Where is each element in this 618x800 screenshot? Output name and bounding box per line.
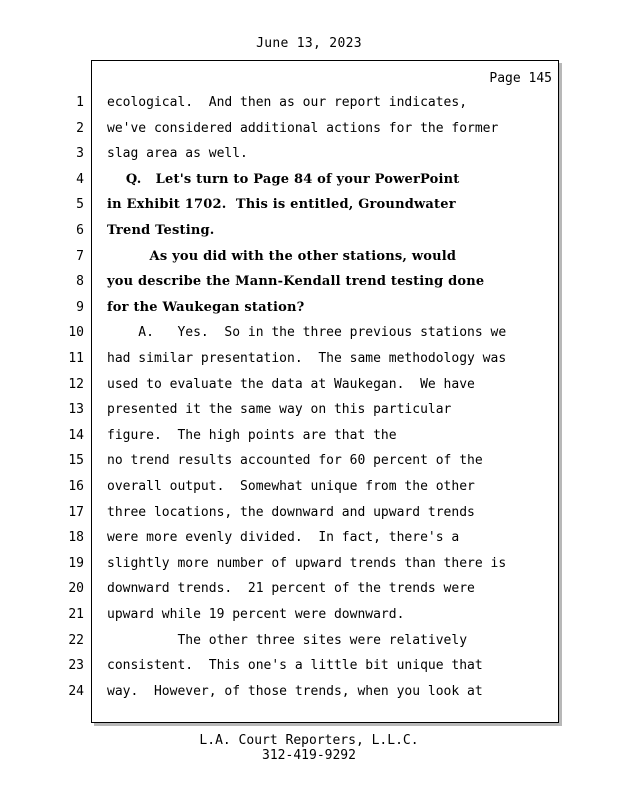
transcript-line: for the Waukegan station? <box>107 300 305 315</box>
transcript-line: ecological. And then as our report indicates, <box>107 95 468 110</box>
line-number: 11 <box>68 351 84 366</box>
footer <box>0 733 618 763</box>
transcript-line: Q. Let's turn to Page 84 of your PowerPoint <box>107 172 460 187</box>
line-number: 5 <box>76 197 84 212</box>
transcript-line: upward while 19 percent were downward. <box>107 607 405 622</box>
reporter-company: L.A. Court Reporters, L.L.C. <box>199 733 419 748</box>
transcript-line: three locations, the downward and upward trends <box>107 505 475 520</box>
transcript-line: A. Yes. So in the three previous stations we <box>107 325 507 340</box>
line-number: 1 <box>76 95 84 110</box>
line-number: 9 <box>76 300 84 315</box>
transcript-line: in Exhibit 1702. This is entitled, Groundwater <box>107 197 456 212</box>
transcript-line: As you did with the other stations, would <box>107 249 457 264</box>
transcript-line: used to evaluate the data at Waukegan. We have <box>107 377 475 392</box>
line-number: 15 <box>68 453 84 468</box>
transcript-line: consistent. This one's a little bit unique that <box>107 658 483 673</box>
line-number: 16 <box>68 479 84 494</box>
transcript-date: June 13, 2023 <box>256 36 362 51</box>
transcript-line: had similar presentation. The same methodology was <box>107 351 507 366</box>
line-number: 7 <box>76 249 84 264</box>
line-number: 2 <box>76 121 84 136</box>
transcript-line: presented it the same way on this particular <box>107 402 452 417</box>
line-number: 8 <box>76 274 84 289</box>
transcript-line: no trend results accounted for 60 percent of the <box>107 453 483 468</box>
transcript-line: we've considered additional actions for the former <box>107 121 499 136</box>
line-number: 22 <box>68 633 84 648</box>
line-number: 24 <box>68 684 84 699</box>
page-number: Page 145 <box>489 71 552 86</box>
transcript-line: downward trends. 21 percent of the trends were <box>107 581 475 596</box>
transcript-line: slightly more number of upward trends than there is <box>107 556 507 571</box>
line-number: 13 <box>68 402 84 417</box>
transcript-line: slag area as well. <box>107 146 248 161</box>
line-number: 6 <box>76 223 84 238</box>
line-number: 12 <box>68 377 84 392</box>
line-number: 20 <box>68 581 84 596</box>
transcript-line: were more evenly divided. In fact, there's a <box>107 530 460 545</box>
transcript-line: figure. The high points are that the <box>107 428 397 443</box>
reporter-phone: 312-419-9292 <box>262 748 356 763</box>
line-number: 10 <box>68 325 84 340</box>
line-number: 18 <box>68 530 84 545</box>
line-number: 21 <box>68 607 84 622</box>
line-number: 23 <box>68 658 84 673</box>
line-number: 14 <box>68 428 84 443</box>
line-number: 4 <box>76 172 84 187</box>
transcript-line: overall output. Somewhat unique from the other <box>107 479 475 494</box>
transcript-line: you describe the Mann-Kendall trend testing done <box>107 274 485 289</box>
transcript-line: Trend Testing. <box>107 223 215 238</box>
line-number: 17 <box>68 505 84 520</box>
line-number: 3 <box>76 146 84 161</box>
transcript-line: way. However, of those trends, when you look at <box>107 684 483 699</box>
transcript-line: The other three sites were relatively <box>107 633 468 648</box>
line-number: 19 <box>68 556 84 571</box>
